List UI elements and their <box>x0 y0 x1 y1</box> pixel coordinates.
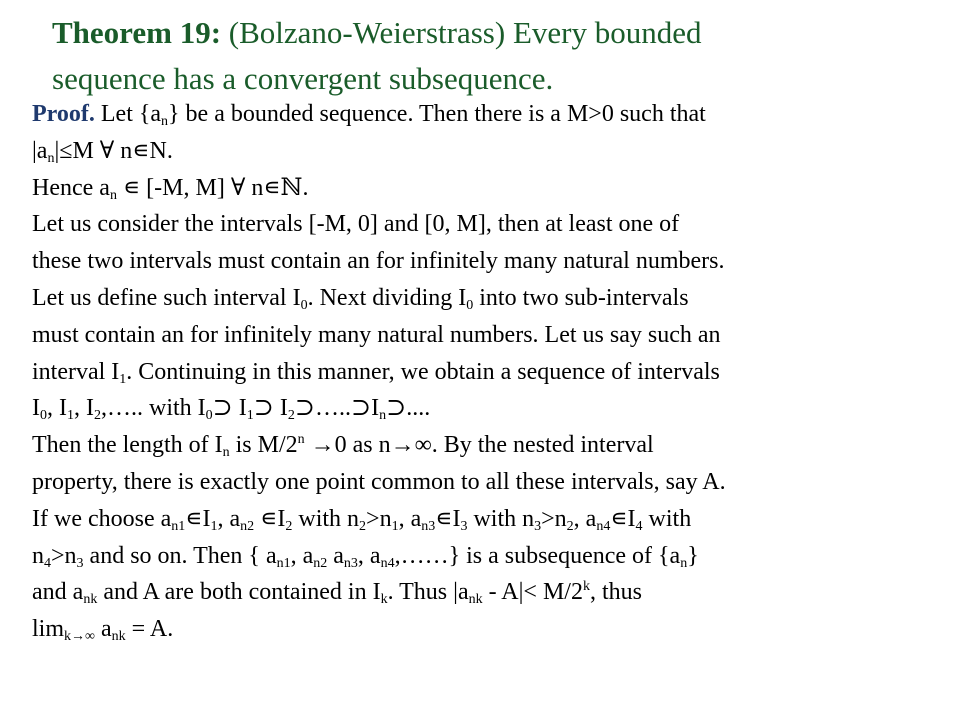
subscript: n3 <box>343 555 358 571</box>
text: Let {a <box>94 101 162 127</box>
subscript: n <box>47 150 55 166</box>
proof-line <box>32 133 947 170</box>
text: , a <box>290 542 314 569</box>
text: with <box>642 505 692 532</box>
text: interval I <box>32 358 120 385</box>
proof-line <box>32 354 947 391</box>
proof-line <box>32 427 947 464</box>
proof-line <box>32 574 947 611</box>
subscript: n <box>161 114 169 129</box>
subscript: n1 <box>171 518 186 534</box>
subscript: 2 <box>566 518 574 534</box>
text: ,……} is a subsequence of {a <box>394 542 681 569</box>
subscript: n1 <box>276 555 291 571</box>
theorem-line-1 <box>52 10 932 56</box>
subscript: k→∞ <box>64 629 95 645</box>
proof-line <box>32 317 947 354</box>
text: If we choose a <box>32 505 172 532</box>
text: into two sub-intervals <box>473 284 689 311</box>
text: and A are both contained in I <box>97 579 381 606</box>
proof-body <box>32 96 947 648</box>
proof-line <box>32 280 947 317</box>
text: . Thus |a <box>387 579 469 606</box>
text: Then the length of I <box>32 432 223 459</box>
text: and a <box>32 579 84 606</box>
text: n <box>32 542 44 569</box>
subscript: 3 <box>76 555 84 571</box>
text: >n <box>51 542 77 569</box>
subscript: 0 <box>205 408 213 424</box>
theorem-heading <box>52 10 932 102</box>
text: . Next dividing I <box>307 284 467 311</box>
subscript: 3 <box>460 518 468 534</box>
text: Let us consider the intervals [-M, 0] and [0, M], then at least one of <box>32 211 680 238</box>
text: } be a bounded sequence. Then there is a M>0 such that <box>168 101 706 127</box>
text: property, there is exactly one point common to all these intervals, say A. <box>32 468 726 495</box>
text: ∊I <box>610 505 636 532</box>
text: - A|< M/2 <box>482 579 583 606</box>
text: a <box>327 542 344 569</box>
subscript: 1 <box>67 408 74 424</box>
text: , I <box>74 395 94 422</box>
superscript: n <box>297 432 305 448</box>
text: >n <box>366 505 392 532</box>
subscript: 1 <box>210 518 218 534</box>
subscript: n4 <box>596 518 611 534</box>
text: , I <box>47 395 67 422</box>
subscript: n4 <box>380 555 395 571</box>
subscript: n3 <box>421 518 436 534</box>
text: with n <box>292 505 360 532</box>
proof-line <box>32 170 947 207</box>
text: ∊I <box>254 505 286 532</box>
subscript: k <box>380 592 388 608</box>
text: with n <box>467 505 535 532</box>
subscript: 3 <box>534 518 542 534</box>
text: I <box>32 395 40 422</box>
subscript: nk <box>468 592 483 608</box>
text: ⊃.... <box>386 395 431 422</box>
theorem-statement-part-2: sequence has a convergent subsequence. <box>52 61 554 96</box>
text: |a <box>32 137 48 164</box>
text: lim <box>32 616 65 643</box>
subscript: n2 <box>313 555 328 571</box>
subscript: 2 <box>359 518 367 534</box>
subscript: 1 <box>391 518 399 534</box>
text: . Continuing in this manner, we obtain a sequence of intervals <box>126 358 720 385</box>
subscript: 2 <box>287 408 295 424</box>
text: , a <box>398 505 422 532</box>
text: and so on. Then { a <box>83 542 277 569</box>
subscript: nk <box>83 592 98 608</box>
text: Let us define such interval I <box>32 284 301 311</box>
text: >n <box>541 505 567 532</box>
proof-line <box>32 96 947 133</box>
subscript: n <box>222 445 230 461</box>
subscript: nk <box>111 629 126 645</box>
proof-label: Proof. <box>32 101 95 127</box>
subscript: 1 <box>119 371 127 387</box>
subscript: n <box>680 555 688 571</box>
text: , a <box>357 542 381 569</box>
text: is M/2 <box>229 432 298 459</box>
subscript: 4 <box>44 555 51 571</box>
subscript: n <box>379 408 387 424</box>
subscript: n2 <box>240 518 255 534</box>
text: →0 as n→∞. By the nested interval <box>304 432 654 459</box>
subscript: 0 <box>40 408 47 424</box>
proof-line <box>32 390 947 427</box>
text: = A. <box>125 616 174 643</box>
text: } <box>687 542 699 569</box>
text: Hence a <box>32 174 110 201</box>
proof-line <box>32 206 947 243</box>
text: ⊃…..⊃I <box>294 395 380 422</box>
text: , a <box>573 505 597 532</box>
text: ⊃ I <box>253 395 288 422</box>
proof-line <box>32 243 947 280</box>
subscript: 0 <box>300 297 308 313</box>
text: |≤M ∀ n∊N. <box>54 137 173 164</box>
text: these two intervals must contain an for infinitely many natural numbers. <box>32 248 725 275</box>
text: ∊ [-M, M] ∀ n∊ℕ. <box>116 174 309 201</box>
proof-line <box>32 538 947 575</box>
proof-line <box>32 464 947 501</box>
text: ∊I <box>435 505 461 532</box>
text: a <box>95 616 112 643</box>
text: , a <box>217 505 241 532</box>
text: must contain an for infinitely many natural numbers. Let us say such an <box>32 321 721 348</box>
proof-line <box>32 611 947 648</box>
theorem-label: Theorem 19: <box>52 15 222 50</box>
text: ,….. with I <box>101 395 206 422</box>
superscript: k <box>582 579 590 595</box>
subscript: 1 <box>246 408 254 424</box>
subscript: 4 <box>635 518 643 534</box>
text: ⊃ I <box>212 395 247 422</box>
subscript: 2 <box>94 408 101 424</box>
subscript: 0 <box>466 297 474 313</box>
proof-line <box>32 501 947 538</box>
subscript: 2 <box>285 518 293 534</box>
text: , thus <box>589 579 642 606</box>
theorem-statement-part-1: (Bolzano-Weierstrass) Every bounded <box>221 15 702 50</box>
text: ∊I <box>185 505 211 532</box>
subscript: n <box>109 187 117 203</box>
